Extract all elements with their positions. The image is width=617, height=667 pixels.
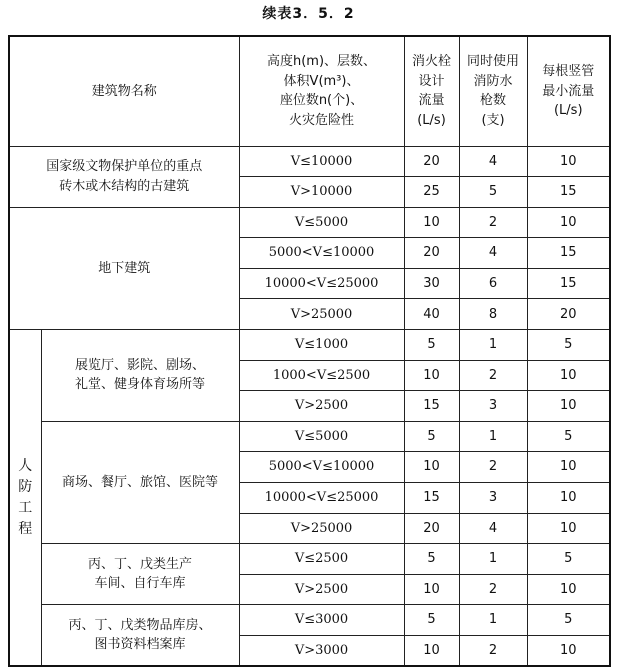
nozzle-count-value: 8 xyxy=(459,299,527,330)
nozzle-count-value: 4 xyxy=(459,146,527,177)
volume-condition: 10000<V≤25000 xyxy=(239,483,404,514)
min-flow-value: 10 xyxy=(527,146,610,177)
volume-condition: V≤3000 xyxy=(239,605,404,636)
building-name: 商场、餐厅、旅馆、医院等 xyxy=(41,421,239,543)
volume-condition: 10000<V≤25000 xyxy=(239,268,404,299)
volume-condition: V>2500 xyxy=(239,574,404,605)
design-flow-value: 40 xyxy=(404,299,459,330)
table-row xyxy=(9,605,610,636)
nozzle-count-value: 6 xyxy=(459,268,527,299)
nozzle-count-value: 1 xyxy=(459,605,527,636)
header-building-name: 建筑物名称 xyxy=(9,36,239,146)
design-flow-value: 10 xyxy=(404,452,459,483)
table-row xyxy=(9,544,610,575)
fire-hydrant-flow-table xyxy=(8,35,611,667)
min-flow-value: 10 xyxy=(527,360,610,391)
design-flow-value: 10 xyxy=(404,574,459,605)
nozzle-count-value: 2 xyxy=(459,207,527,238)
nozzle-count-value: 2 xyxy=(459,360,527,391)
min-flow-value: 10 xyxy=(527,636,610,667)
design-flow-value: 5 xyxy=(404,544,459,575)
header-condition: 高度h(m)、层数、 体积V(m³)、 座位数n(个)、 火灾危险性 xyxy=(239,36,404,146)
min-flow-value: 10 xyxy=(527,391,610,422)
min-flow-value: 15 xyxy=(527,238,610,269)
min-flow-value: 10 xyxy=(527,207,610,238)
volume-condition: V≤10000 xyxy=(239,146,404,177)
min-flow-value: 5 xyxy=(527,421,610,452)
nozzle-count-value: 3 xyxy=(459,483,527,514)
nozzle-count-value: 2 xyxy=(459,636,527,667)
nozzle-count-value: 2 xyxy=(459,452,527,483)
header-design-flow: 消火栓 设计 流量 (L/s) xyxy=(404,36,459,146)
nozzle-count-value: 1 xyxy=(459,544,527,575)
building-name: 地下建筑 xyxy=(9,207,239,329)
design-flow-value: 10 xyxy=(404,207,459,238)
design-flow-value: 10 xyxy=(404,360,459,391)
min-flow-value: 10 xyxy=(527,452,610,483)
design-flow-value: 5 xyxy=(404,330,459,361)
nozzle-count-value: 1 xyxy=(459,330,527,361)
nozzle-count-value: 1 xyxy=(459,421,527,452)
nozzle-count-value: 5 xyxy=(459,177,527,208)
design-flow-value: 20 xyxy=(404,238,459,269)
header-min-flow: 每根竖管 最小流量 (L/s) xyxy=(527,36,610,146)
design-flow-value: 20 xyxy=(404,513,459,544)
nozzle-count-value: 4 xyxy=(459,238,527,269)
civil-defense-label: 人 防 工 程 xyxy=(9,330,41,667)
design-flow-value: 10 xyxy=(404,636,459,667)
building-name: 丙、丁、戊类物品库房、 图书资料档案库 xyxy=(41,605,239,666)
design-flow-value: 20 xyxy=(404,146,459,177)
header-row xyxy=(9,36,610,146)
volume-condition: V>25000 xyxy=(239,513,404,544)
min-flow-value: 20 xyxy=(527,299,610,330)
design-flow-value: 25 xyxy=(404,177,459,208)
table-row xyxy=(9,146,610,177)
building-name: 丙、丁、戊类生产 车间、自行车库 xyxy=(41,544,239,605)
nozzle-count-value: 3 xyxy=(459,391,527,422)
volume-condition: V≤5000 xyxy=(239,207,404,238)
design-flow-value: 30 xyxy=(404,268,459,299)
volume-condition: 1000<V≤2500 xyxy=(239,360,404,391)
design-flow-value: 5 xyxy=(404,421,459,452)
min-flow-value: 5 xyxy=(527,544,610,575)
nozzle-count-value: 2 xyxy=(459,574,527,605)
volume-condition: V>2500 xyxy=(239,391,404,422)
min-flow-value: 5 xyxy=(527,605,610,636)
table-caption: 续表3．5．2 xyxy=(262,6,355,22)
min-flow-value: 10 xyxy=(527,513,610,544)
volume-condition: V>3000 xyxy=(239,636,404,667)
design-flow-value: 15 xyxy=(404,483,459,514)
volume-condition: V>25000 xyxy=(239,299,404,330)
nozzle-count-value: 4 xyxy=(459,513,527,544)
table-row xyxy=(9,421,610,452)
volume-condition: V≤2500 xyxy=(239,544,404,575)
volume-condition: 5000<V≤10000 xyxy=(239,238,404,269)
min-flow-value: 10 xyxy=(527,574,610,605)
min-flow-value: 15 xyxy=(527,177,610,208)
volume-condition: V>10000 xyxy=(239,177,404,208)
min-flow-value: 5 xyxy=(527,330,610,361)
volume-condition: V≤1000 xyxy=(239,330,404,361)
design-flow-value: 5 xyxy=(404,605,459,636)
table-row xyxy=(9,330,610,361)
volume-condition: V≤5000 xyxy=(239,421,404,452)
building-name: 国家级文物保护单位的重点 砖木或木结构的古建筑 xyxy=(9,146,239,207)
header-nozzle-count: 同时使用 消防水 枪数 (支) xyxy=(459,36,527,146)
min-flow-value: 15 xyxy=(527,268,610,299)
building-name: 展览厅、影院、剧场、 礼堂、健身体育场所等 xyxy=(41,330,239,422)
design-flow-value: 15 xyxy=(404,391,459,422)
min-flow-value: 10 xyxy=(527,483,610,514)
volume-condition: 5000<V≤10000 xyxy=(239,452,404,483)
table-row xyxy=(9,207,610,238)
